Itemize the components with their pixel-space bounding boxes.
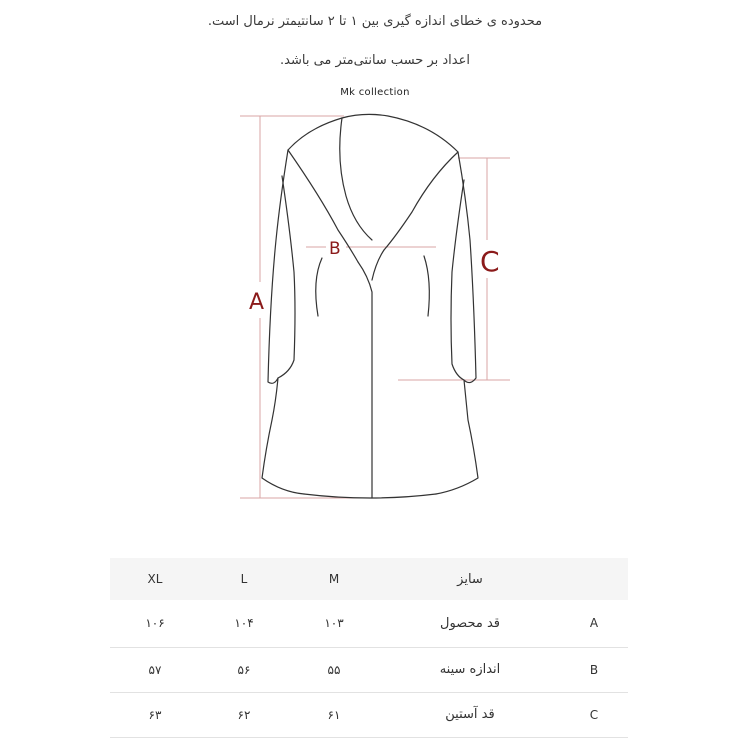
cell-measurement-name: قد آستین — [445, 707, 495, 722]
label-a: A — [249, 290, 265, 315]
coat-outline — [262, 114, 478, 498]
cell-l: ۵۶ — [237, 662, 251, 677]
table-row — [110, 647, 628, 692]
cell-m: ۶۱ — [327, 707, 341, 722]
table-row — [110, 692, 628, 737]
label-b: B — [329, 239, 341, 259]
cell-l: ۱۰۴ — [234, 616, 254, 631]
cell-key: B — [589, 662, 599, 677]
header-m: M — [328, 572, 340, 586]
cell-key: C — [589, 707, 599, 722]
cell-measurement-name: قد محصول — [440, 615, 500, 631]
size-chart-table — [110, 558, 628, 738]
cell-l: ۶۲ — [237, 707, 251, 722]
header-size: سایز — [457, 571, 483, 587]
label-c: C — [480, 245, 500, 278]
cell-m: ۱۰۳ — [324, 616, 344, 631]
table-header-row — [110, 558, 628, 600]
measurement-tolerance-note: محدوده ی خطای اندازه گیری بین ۱ تا ۲ سانتیمتر نرمال است. — [207, 14, 543, 29]
units-note: اعداد بر حسب سانتی‌متر می باشد. — [280, 53, 470, 68]
cell-xl: ۱۰۶ — [145, 616, 165, 631]
cell-measurement-name: اندازه سینه — [439, 662, 501, 677]
cell-xl: ۵۷ — [148, 662, 162, 677]
cell-key: A — [589, 616, 599, 631]
cell-xl: ۶۳ — [148, 707, 162, 722]
table-row — [110, 600, 628, 647]
brand-name: Mk collection — [340, 87, 410, 98]
header-key — [560, 558, 628, 600]
header-l: L — [240, 572, 248, 586]
cell-m: ۵۵ — [327, 662, 341, 677]
header-xl: XL — [147, 572, 163, 586]
